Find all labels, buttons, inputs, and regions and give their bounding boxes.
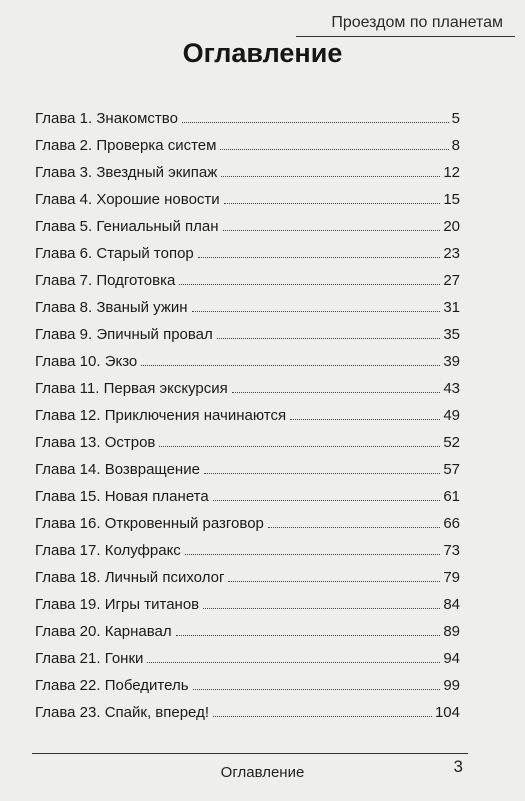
toc-dot-leader: [228, 581, 440, 582]
toc-dot-leader: [213, 500, 441, 501]
toc-entry-page: 35: [443, 326, 460, 343]
toc-dot-leader: [290, 419, 440, 420]
toc-entry-label: Глава 19. Игры титанов: [35, 596, 200, 613]
toc-entry-page: 23: [443, 245, 460, 262]
toc-entry-page: 66: [443, 515, 460, 532]
toc-dot-leader: [224, 203, 441, 204]
toc-entry-label: Глава 5. Гениальный план: [35, 218, 219, 235]
toc-dot-leader: [217, 338, 441, 339]
toc-entry-label: Глава 2. Проверка систем: [35, 137, 217, 154]
page-title: Оглавление: [182, 38, 343, 68]
toc-entry-label: Глава 13. Остров: [35, 434, 156, 451]
toc-dot-leader: [221, 176, 440, 177]
toc-entry-label: Глава 22. Победитель: [35, 677, 189, 694]
toc-dot-leader: [141, 365, 440, 366]
toc-entry: [35, 344, 460, 371]
toc-entry-page: 27: [443, 272, 460, 289]
toc-entry-page: 12: [443, 164, 460, 181]
toc-entry-label: Глава 12. Приключения начинаются: [35, 407, 287, 424]
toc-dot-leader: [193, 689, 441, 690]
toc-entry-page: 49: [443, 407, 460, 424]
toc-entry: [35, 263, 460, 290]
toc-entry-page: 73: [443, 542, 460, 559]
footer-section-label: Оглавление: [220, 764, 305, 781]
toc-dot-leader: [179, 284, 440, 285]
toc-entry: [35, 533, 460, 560]
toc-entry-label: Глава 20. Карнавал: [35, 623, 172, 640]
toc-entry-label: Глава 11. Первая экскурсия: [35, 380, 228, 397]
toc-entry: [35, 587, 460, 614]
toc-entry-page: 104: [434, 704, 460, 721]
toc-entry: [35, 425, 460, 452]
toc-entry: [35, 236, 460, 263]
toc-entry: [35, 452, 460, 479]
toc-entry: [35, 506, 460, 533]
toc-entry: [35, 101, 460, 128]
toc-entry-label: Глава 9. Эпичный провал: [35, 326, 213, 343]
toc-entry: [35, 371, 460, 398]
toc-entry-page: 43: [443, 380, 460, 397]
toc-entry: [35, 317, 460, 344]
toc-entry-page: 31: [443, 299, 460, 316]
footer-rule: [32, 753, 468, 754]
header-rule: [296, 36, 515, 37]
toc-dot-leader: [159, 446, 440, 447]
toc-entry-label: Глава 15. Новая планета: [35, 488, 209, 505]
toc-dot-leader: [232, 392, 441, 393]
toc-entry-label: Глава 14. Возвращение: [35, 461, 200, 478]
toc-entry: [35, 290, 460, 317]
toc-entry-page: 61: [443, 488, 460, 505]
toc-dot-leader: [268, 527, 440, 528]
toc-entry: [35, 695, 460, 722]
toc-entry: [35, 398, 460, 425]
toc-entry-label: Глава 8. Званый ужин: [35, 299, 188, 316]
toc-entry-page: 89: [443, 623, 460, 640]
toc-dot-leader: [204, 473, 440, 474]
toc-entry: [35, 479, 460, 506]
toc-entry-page: 57: [443, 461, 460, 478]
toc-dot-leader: [176, 635, 441, 636]
toc-entry: [35, 668, 460, 695]
toc-entry: [35, 155, 460, 182]
toc-dot-leader: [147, 662, 440, 663]
toc-entry: [35, 209, 460, 236]
toc-entry-page: 5: [451, 110, 460, 127]
toc-entry-page: 8: [451, 137, 460, 154]
toc-dot-leader: [182, 122, 449, 123]
toc-entry-label: Глава 17. Колуфракс: [35, 542, 181, 559]
running-head: Проездом по планетам: [331, 14, 503, 31]
toc-entry-page: 20: [443, 218, 460, 235]
toc-dot-leader: [185, 554, 441, 555]
toc-entry-page: 94: [443, 650, 460, 667]
toc-entry: [35, 128, 460, 155]
toc-dot-leader: [213, 716, 432, 717]
toc-entry-label: Глава 7. Подготовка: [35, 272, 176, 289]
toc-entry-page: 99: [443, 677, 460, 694]
toc-dot-leader: [192, 311, 441, 312]
toc-entry: [35, 560, 460, 587]
toc-entry-label: Глава 3. Звездный экипаж: [35, 164, 218, 181]
toc-dot-leader: [203, 608, 440, 609]
toc-entry-label: Глава 18. Личный психолог: [35, 569, 225, 586]
toc-entry-label: Глава 10. Экзо: [35, 353, 138, 370]
toc-dot-leader: [223, 230, 441, 231]
toc-entry-label: Глава 23. Спайк, вперед!: [35, 704, 209, 721]
toc-entry-label: Глава 6. Старый топор: [35, 245, 194, 262]
toc-entry-label: Глава 4. Хорошие новости: [35, 191, 220, 208]
toc-entry: [35, 614, 460, 641]
page-number: 3: [453, 757, 463, 776]
toc-dot-leader: [220, 149, 448, 150]
toc-entry-label: Глава 21. Гонки: [35, 650, 144, 667]
toc-entry-page: 39: [443, 353, 460, 370]
table-of-contents: [35, 101, 460, 722]
toc-entry-page: 84: [443, 596, 460, 613]
toc-entry: [35, 182, 460, 209]
toc-entry-label: Глава 1. Знакомство: [35, 110, 178, 127]
toc-entry-page: 79: [443, 569, 460, 586]
toc-dot-leader: [198, 257, 441, 258]
toc-entry-page: 52: [443, 434, 460, 451]
toc-entry: [35, 641, 460, 668]
toc-entry-label: Глава 16. Откровенный разговор: [35, 515, 264, 532]
toc-entry-page: 15: [443, 191, 460, 208]
